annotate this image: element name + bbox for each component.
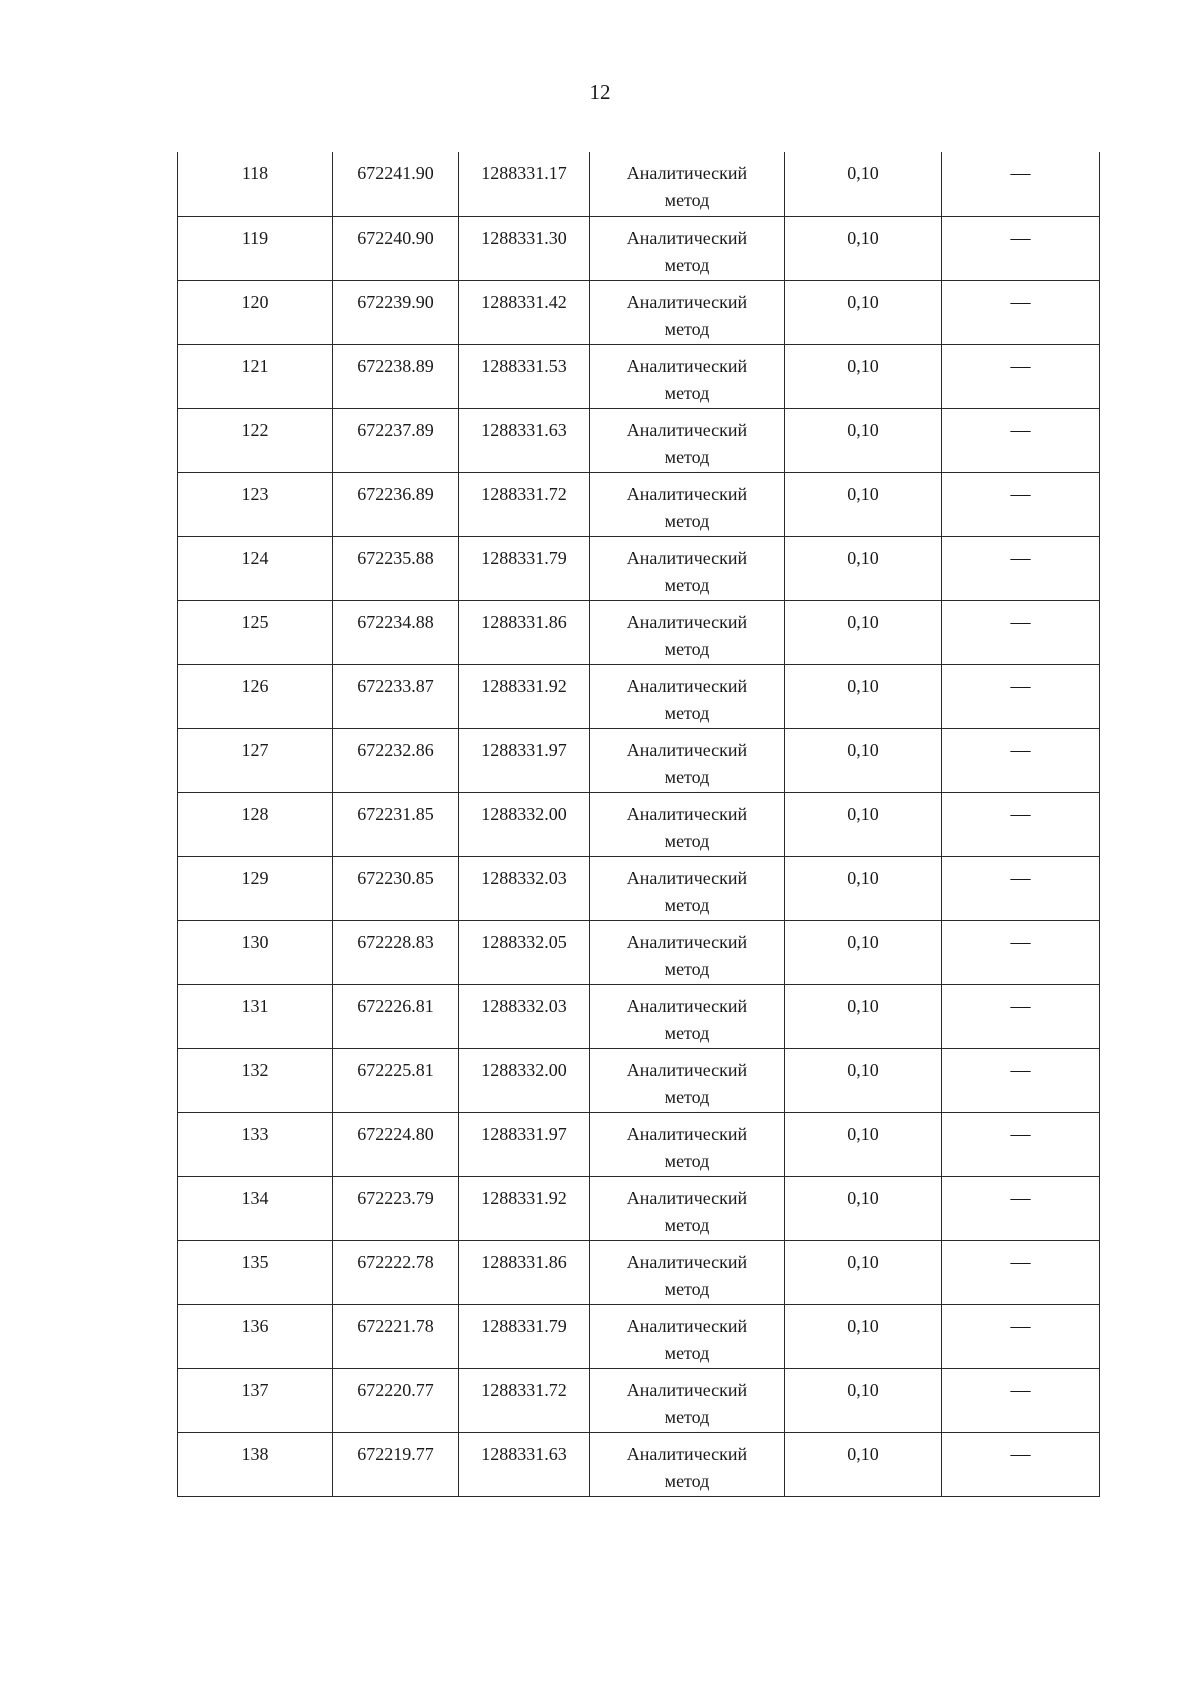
table-row (178, 600, 1100, 664)
y-coordinate-cell: 1288332.03 (459, 984, 590, 1048)
method-cell (590, 344, 785, 408)
point-number-cell: 131 (178, 984, 333, 1048)
note-cell (942, 1112, 1100, 1176)
method-line1: Аналитический (626, 483, 748, 504)
note-cell (942, 1304, 1100, 1368)
point-number-cell: 135 (178, 1240, 333, 1304)
precision-cell: 0,10 (785, 856, 942, 920)
method-line2: метод (664, 1406, 710, 1427)
note-dash: — (1010, 802, 1031, 825)
table-row (178, 728, 1100, 792)
note-cell (942, 792, 1100, 856)
method-cell (590, 1432, 785, 1496)
note-cell (942, 408, 1100, 472)
note-dash: — (1010, 866, 1031, 889)
method-line2: метод (664, 382, 710, 403)
note-cell (942, 280, 1100, 344)
method-line2: метод (664, 254, 710, 275)
point-number-cell: 133 (178, 1112, 333, 1176)
note-cell (942, 728, 1100, 792)
table-row (178, 216, 1100, 280)
note-dash: — (1010, 1378, 1031, 1401)
point-number-cell: 122 (178, 408, 333, 472)
note-cell (942, 536, 1100, 600)
point-number-cell: 118 (178, 152, 333, 216)
method-line1: Аналитический (626, 1123, 748, 1144)
y-coordinate-cell: 1288331.79 (459, 536, 590, 600)
note-cell (942, 664, 1100, 728)
method-cell (590, 984, 785, 1048)
y-coordinate-cell: 1288332.05 (459, 920, 590, 984)
table-row (178, 920, 1100, 984)
y-coordinate-cell: 1288331.17 (459, 152, 590, 216)
x-coordinate-cell: 672237.89 (333, 408, 459, 472)
y-coordinate-cell: 1288331.79 (459, 1304, 590, 1368)
note-cell (942, 152, 1100, 216)
table-body (178, 152, 1100, 1496)
table-row (178, 280, 1100, 344)
table-row (178, 664, 1100, 728)
precision-cell: 0,10 (785, 1368, 942, 1432)
method-line1: Аналитический (626, 547, 748, 568)
point-number-cell: 130 (178, 920, 333, 984)
note-dash: — (1010, 930, 1031, 953)
x-coordinate-cell: 672238.89 (333, 344, 459, 408)
method-cell (590, 856, 785, 920)
table-row (178, 344, 1100, 408)
method-line1: Аналитический (626, 1187, 748, 1208)
y-coordinate-cell: 1288331.97 (459, 728, 590, 792)
precision-cell: 0,10 (785, 1176, 942, 1240)
method-cell (590, 216, 785, 280)
note-dash: — (1010, 674, 1031, 697)
method-line2: метод (664, 510, 710, 531)
y-coordinate-cell: 1288331.86 (459, 1240, 590, 1304)
coordinates-table (177, 152, 1100, 1497)
y-coordinate-cell: 1288331.86 (459, 600, 590, 664)
note-dash: — (1010, 610, 1031, 633)
method-line1: Аналитический (626, 163, 748, 183)
method-line2: метод (664, 638, 710, 659)
point-number-cell: 136 (178, 1304, 333, 1368)
precision-cell: 0,10 (785, 920, 942, 984)
precision-cell: 0,10 (785, 600, 942, 664)
method-line2: метод (664, 1278, 710, 1299)
y-coordinate-cell: 1288332.03 (459, 856, 590, 920)
method-line2: метод (664, 1022, 710, 1043)
point-number-cell: 137 (178, 1368, 333, 1432)
method-cell (590, 1304, 785, 1368)
note-cell (942, 1240, 1100, 1304)
x-coordinate-cell: 672239.90 (333, 280, 459, 344)
method-cell (590, 920, 785, 984)
x-coordinate-cell: 672220.77 (333, 1368, 459, 1432)
x-coordinate-cell: 672219.77 (333, 1432, 459, 1496)
note-dash: — (1010, 1250, 1031, 1273)
table-row (178, 472, 1100, 536)
precision-cell: 0,10 (785, 984, 942, 1048)
table-row (178, 152, 1100, 216)
table-row (178, 1368, 1100, 1432)
method-cell (590, 1368, 785, 1432)
note-cell (942, 1176, 1100, 1240)
method-cell (590, 728, 785, 792)
method-line1: Аналитический (626, 419, 748, 440)
note-dash: — (1010, 354, 1031, 377)
table-row (178, 1112, 1100, 1176)
precision-cell: 0,10 (785, 344, 942, 408)
coordinates-table-container (177, 152, 1099, 1497)
method-line1: Аналитический (626, 355, 748, 376)
x-coordinate-cell: 672226.81 (333, 984, 459, 1048)
y-coordinate-cell: 1288331.63 (459, 408, 590, 472)
note-dash: — (1010, 738, 1031, 761)
y-coordinate-cell: 1288332.00 (459, 1048, 590, 1112)
note-dash: — (1010, 226, 1031, 249)
table-row (178, 1240, 1100, 1304)
note-cell (942, 1048, 1100, 1112)
method-line2: метод (664, 958, 710, 979)
point-number-cell: 134 (178, 1176, 333, 1240)
method-cell (590, 1240, 785, 1304)
method-line1: Аналитический (626, 1251, 748, 1272)
table-row (178, 792, 1100, 856)
y-coordinate-cell: 1288331.42 (459, 280, 590, 344)
method-line1: Аналитический (626, 227, 748, 248)
table-row (178, 1304, 1100, 1368)
x-coordinate-cell: 672241.90 (333, 152, 459, 216)
point-number-cell: 125 (178, 600, 333, 664)
method-line2: метод (664, 894, 710, 915)
note-cell (942, 984, 1100, 1048)
method-line2: метод (664, 830, 710, 851)
precision-cell: 0,10 (785, 1048, 942, 1112)
y-coordinate-cell: 1288332.00 (459, 792, 590, 856)
y-coordinate-cell: 1288331.53 (459, 344, 590, 408)
method-cell (590, 1112, 785, 1176)
point-number-cell: 132 (178, 1048, 333, 1112)
x-coordinate-cell: 672228.83 (333, 920, 459, 984)
y-coordinate-cell: 1288331.97 (459, 1112, 590, 1176)
note-cell (942, 344, 1100, 408)
method-line2: метод (664, 446, 710, 467)
page-number: 12 (589, 80, 611, 104)
precision-cell: 0,10 (785, 408, 942, 472)
point-number-cell: 123 (178, 472, 333, 536)
point-number-cell: 127 (178, 728, 333, 792)
note-dash: — (1010, 1058, 1031, 1081)
x-coordinate-cell: 672236.89 (333, 472, 459, 536)
note-cell (942, 216, 1100, 280)
precision-cell: 0,10 (785, 1304, 942, 1368)
point-number-cell: 126 (178, 664, 333, 728)
method-line1: Аналитический (626, 291, 748, 312)
y-coordinate-cell: 1288331.72 (459, 472, 590, 536)
precision-cell: 0,10 (785, 728, 942, 792)
method-cell (590, 664, 785, 728)
method-line1: Аналитический (626, 1443, 748, 1464)
method-line2: метод (664, 190, 710, 210)
note-cell (942, 856, 1100, 920)
method-cell (590, 536, 785, 600)
note-dash: — (1010, 162, 1031, 184)
note-cell (942, 600, 1100, 664)
x-coordinate-cell: 672235.88 (333, 536, 459, 600)
x-coordinate-cell: 672225.81 (333, 1048, 459, 1112)
table-row (178, 1176, 1100, 1240)
table-row (178, 408, 1100, 472)
x-coordinate-cell: 672234.88 (333, 600, 459, 664)
precision-cell: 0,10 (785, 1112, 942, 1176)
x-coordinate-cell: 672230.85 (333, 856, 459, 920)
precision-cell: 0,10 (785, 1240, 942, 1304)
note-cell (942, 472, 1100, 536)
method-line2: метод (664, 1086, 710, 1107)
x-coordinate-cell: 672223.79 (333, 1176, 459, 1240)
method-cell (590, 600, 785, 664)
x-coordinate-cell: 672232.86 (333, 728, 459, 792)
x-coordinate-cell: 672240.90 (333, 216, 459, 280)
method-line1: Аналитический (626, 803, 748, 824)
x-coordinate-cell: 672231.85 (333, 792, 459, 856)
note-cell (942, 920, 1100, 984)
y-coordinate-cell: 1288331.63 (459, 1432, 590, 1496)
note-dash: — (1010, 994, 1031, 1017)
method-line1: Аналитический (626, 611, 748, 632)
method-line1: Аналитический (626, 1379, 748, 1400)
method-line2: метод (664, 1342, 710, 1363)
method-line2: метод (664, 574, 710, 595)
method-line1: Аналитический (626, 675, 748, 696)
precision-cell: 0,10 (785, 536, 942, 600)
point-number-cell: 129 (178, 856, 333, 920)
precision-cell: 0,10 (785, 1432, 942, 1496)
table-row (178, 1432, 1100, 1496)
method-line2: метод (664, 318, 710, 339)
x-coordinate-cell: 672224.80 (333, 1112, 459, 1176)
note-dash: — (1010, 482, 1031, 505)
precision-cell: 0,10 (785, 664, 942, 728)
y-coordinate-cell: 1288331.92 (459, 1176, 590, 1240)
method-line2: метод (664, 1150, 710, 1171)
point-number-cell: 138 (178, 1432, 333, 1496)
note-dash: — (1010, 1442, 1031, 1465)
method-cell (590, 1048, 785, 1112)
y-coordinate-cell: 1288331.72 (459, 1368, 590, 1432)
point-number-cell: 120 (178, 280, 333, 344)
note-dash: — (1010, 1122, 1031, 1145)
point-number-cell: 121 (178, 344, 333, 408)
point-number-cell: 128 (178, 792, 333, 856)
method-cell (590, 1176, 785, 1240)
x-coordinate-cell: 672221.78 (333, 1304, 459, 1368)
note-cell (942, 1368, 1100, 1432)
point-number-cell: 119 (178, 216, 333, 280)
note-dash: — (1010, 290, 1031, 313)
method-line2: метод (664, 766, 710, 787)
note-cell (942, 1432, 1100, 1496)
method-line1: Аналитический (626, 995, 748, 1016)
precision-cell: 0,10 (785, 280, 942, 344)
note-dash: — (1010, 418, 1031, 441)
point-number-cell: 124 (178, 536, 333, 600)
x-coordinate-cell: 672222.78 (333, 1240, 459, 1304)
method-line1: Аналитический (626, 739, 748, 760)
note-dash: — (1010, 1186, 1031, 1209)
method-line1: Аналитический (626, 931, 748, 952)
table-row (178, 536, 1100, 600)
note-dash: — (1010, 546, 1031, 569)
method-cell (590, 152, 785, 216)
note-dash: — (1010, 1314, 1031, 1337)
table-row (178, 856, 1100, 920)
method-cell (590, 408, 785, 472)
x-coordinate-cell: 672233.87 (333, 664, 459, 728)
method-line1: Аналитический (626, 867, 748, 888)
method-line2: метод (664, 1214, 710, 1235)
y-coordinate-cell: 1288331.92 (459, 664, 590, 728)
method-cell (590, 280, 785, 344)
method-line2: метод (664, 702, 710, 723)
precision-cell: 0,10 (785, 792, 942, 856)
y-coordinate-cell: 1288331.30 (459, 216, 590, 280)
table-row (178, 984, 1100, 1048)
precision-cell: 0,10 (785, 216, 942, 280)
method-cell (590, 792, 785, 856)
precision-cell: 0,10 (785, 472, 942, 536)
method-line1: Аналитический (626, 1315, 748, 1336)
method-line1: Аналитический (626, 1059, 748, 1080)
precision-cell: 0,10 (785, 152, 942, 216)
table-row (178, 1048, 1100, 1112)
method-cell (590, 472, 785, 536)
method-line2: метод (664, 1470, 710, 1491)
